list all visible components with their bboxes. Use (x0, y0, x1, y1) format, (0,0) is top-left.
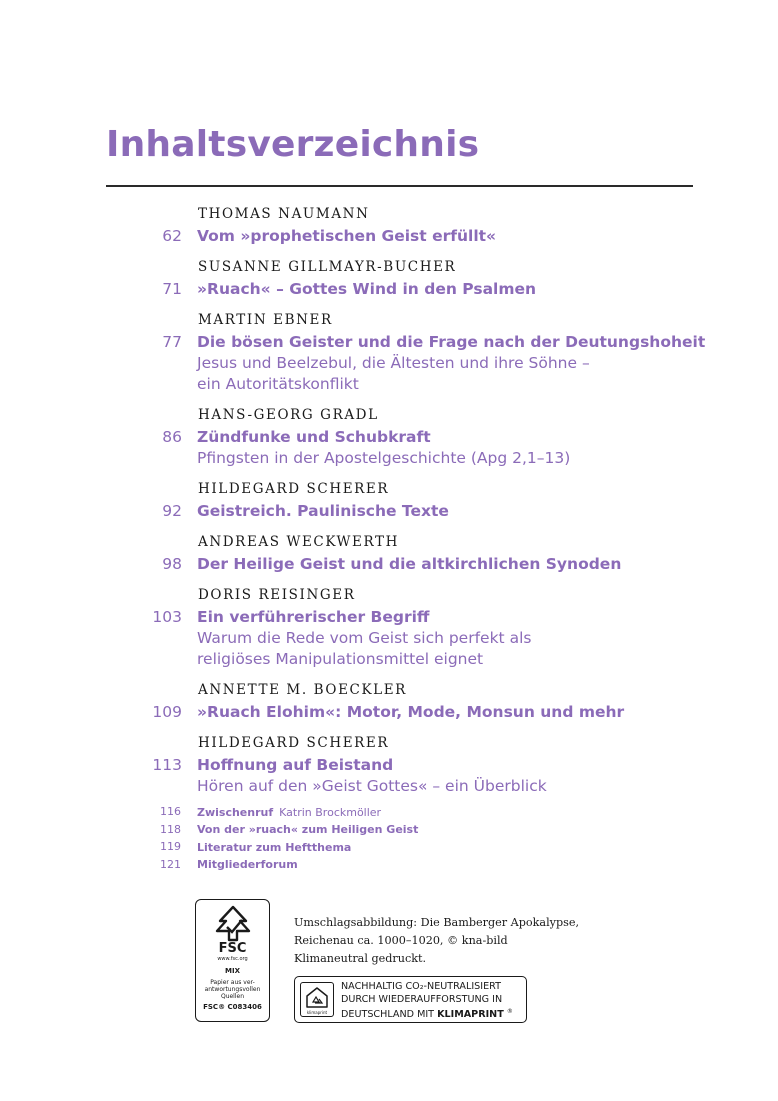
small-texts (197, 803, 381, 821)
toc-page-number: 103 (152, 608, 182, 626)
toc-author: DORIS REISINGER (198, 587, 356, 603)
toc-subtitle: religiöses Manipulationsmittel eignet (197, 650, 484, 668)
toc-row (0, 701, 778, 723)
table-of-contents (0, 204, 778, 807)
toc-texts (197, 500, 449, 522)
toc-author: ANNETTE M. BOECKLER (198, 682, 407, 698)
toc-row (0, 426, 778, 469)
toc-author: HANS-GEORG GRADL (198, 407, 379, 423)
tree-checkmark-icon (212, 905, 254, 943)
toc-entry (0, 733, 778, 797)
small-page-number: 118 (160, 822, 181, 836)
toc-texts (197, 606, 531, 670)
house-recycle-icon (305, 986, 329, 1008)
toc-author: HILDEGARD SCHERER (198, 735, 390, 751)
toc-page-number: 71 (162, 280, 182, 298)
toc-subtitle: Jesus und Beelzebul, die Ältesten und ihre Söhne – (197, 354, 590, 372)
toc-author: ANDREAS WECKWERTH (198, 534, 399, 550)
credit-line: Umschlagsabbildung: Die Bamberger Apokalypse, (294, 916, 580, 929)
toc-entry (0, 479, 778, 522)
small-entry (0, 838, 778, 856)
toc-author: HILDEGARD SCHERER (198, 481, 390, 497)
klimaprint-text: NACHHALTIG CO₂-NEUTRALISIERT DURCH WIEDERAUFFORSTUNG IN DEUTSCHLAND MIT KLIMAPRINT ® (341, 981, 513, 1021)
toc-texts (197, 754, 547, 797)
toc-page-number: 77 (162, 333, 182, 351)
small-texts (197, 855, 298, 873)
fsc-mix-label (195, 899, 270, 1022)
klimaprint-logo (300, 982, 334, 1017)
toc-title: Der Heilige Geist und die altkirchlichen Synoden (197, 555, 622, 573)
fsc-brand: FSC (218, 941, 247, 956)
toc-author: SUSANNE GILLMAYR-BUCHER (198, 259, 457, 275)
secondary-entries (0, 803, 778, 873)
klimaprint-badge (294, 976, 527, 1023)
toc-entry (0, 204, 778, 247)
toc-texts (197, 553, 621, 575)
cover-credit (294, 914, 579, 968)
toc-page-number: 86 (162, 428, 182, 446)
fsc-url: www.fsc.org (217, 956, 248, 962)
credit-line: Reichenau ca. 1000–1020, © kna-bild (294, 934, 508, 947)
toc-entry (0, 310, 778, 395)
small-title: Zwischenruf (197, 805, 274, 819)
title-divider (106, 185, 693, 187)
toc-row (0, 225, 778, 247)
small-page-number: 116 (160, 805, 181, 819)
toc-author: MARTIN EBNER (198, 312, 333, 328)
toc-row (0, 754, 778, 797)
toc-title: Vom »prophetischen Geist erfüllt« (197, 227, 497, 245)
toc-author: THOMAS NAUMANN (198, 206, 370, 222)
small-author: Katrin Brockmöller (279, 805, 382, 819)
toc-row (0, 500, 778, 522)
toc-entry (0, 532, 778, 575)
credit-line: Klimaneutral gedruckt. (294, 952, 427, 965)
toc-row (0, 331, 778, 395)
fsc-description: Papier aus ver- antwortungsvollen Quellen (204, 979, 261, 1000)
page-title: Inhaltsverzeichnis (106, 124, 480, 165)
toc-title: Die bösen Geister und die Frage nach der Deutungshoheit (197, 333, 706, 351)
toc-subtitle: ein Autoritätskonflikt (197, 375, 359, 393)
toc-page-number: 62 (162, 227, 182, 245)
small-page-number: 119 (160, 840, 181, 854)
toc-texts (197, 426, 570, 469)
toc-entry (0, 585, 778, 670)
toc-title: Geistreich. Paulinische Texte (197, 502, 449, 520)
toc-entry (0, 405, 778, 469)
toc-texts (197, 331, 705, 395)
toc-page-number: 113 (152, 756, 182, 774)
small-title: Literatur zum Heftthema (197, 840, 352, 854)
toc-row (0, 606, 778, 670)
toc-subtitle: Pfingsten in der Apostelgeschichte (Apg 2,1–13) (197, 449, 571, 467)
klimaprint-logo-label: klimaprint (306, 1010, 328, 1015)
small-page-number: 121 (160, 857, 181, 871)
fsc-mix: MIX (225, 967, 240, 975)
small-title: Von der »ruach« zum Heiligen Geist (197, 823, 419, 837)
toc-row (0, 278, 778, 300)
toc-title: »Ruach Elohim«: Motor, Mode, Monsun und mehr (197, 703, 625, 721)
toc-entry (0, 257, 778, 300)
small-entry (0, 856, 778, 874)
toc-row (0, 553, 778, 575)
small-texts (197, 820, 418, 838)
toc-subtitle: Hören auf den »Geist Gottes« – ein Überblick (197, 777, 547, 795)
small-title: Mitgliederforum (197, 858, 298, 872)
toc-entry (0, 680, 778, 723)
toc-texts (197, 225, 496, 247)
fsc-code: FSC® C083406 (203, 1003, 262, 1011)
toc-title: Zündfunke und Schubkraft (197, 428, 431, 446)
toc-title: Hoffnung auf Beistand (197, 756, 394, 774)
toc-page-number: 92 (162, 502, 182, 520)
toc-texts (197, 701, 624, 723)
toc-texts (197, 278, 536, 300)
toc-page-number: 109 (152, 703, 182, 721)
small-entry (0, 821, 778, 839)
toc-subtitle: Warum die Rede vom Geist sich perfekt als (197, 629, 532, 647)
small-texts (197, 838, 351, 856)
toc-title: »Ruach« – Gottes Wind in den Psalmen (197, 280, 537, 298)
toc-title: Ein verführerischer Begriff (197, 608, 430, 626)
toc-page-number: 98 (162, 555, 182, 573)
small-entry (0, 803, 778, 821)
